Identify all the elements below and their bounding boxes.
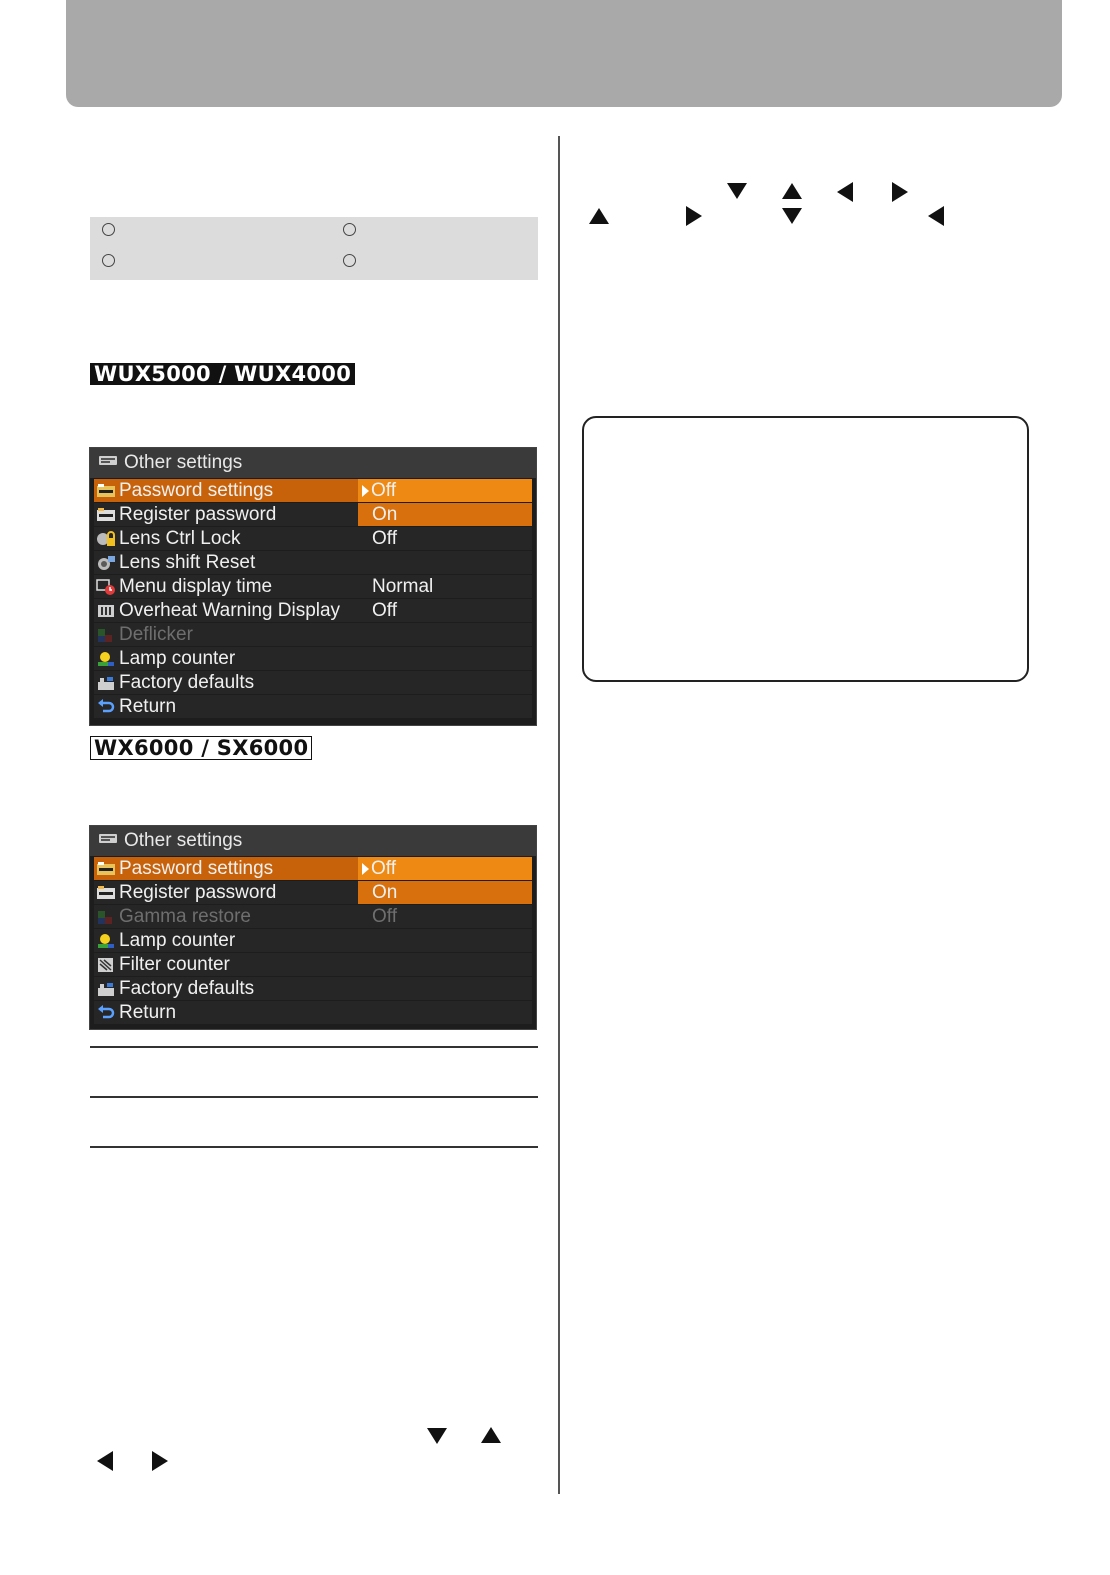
menu-item-value (358, 929, 532, 952)
mode-availability-table (90, 217, 538, 280)
menu-item-value (358, 599, 532, 622)
filter-counter-icon (96, 957, 116, 973)
menu-item-label-group (94, 480, 358, 502)
menu-item-label: Register password (119, 503, 277, 525)
lamp-counter-icon (96, 933, 116, 949)
menu-item-value (358, 857, 532, 880)
menu-item-value (358, 527, 532, 550)
column-divider (558, 136, 560, 1494)
menu-item-label-group (94, 648, 358, 670)
menu-item-filter-counter[interactable] (94, 953, 532, 976)
menu-item-lens-ctrl-lock[interactable] (94, 527, 532, 550)
up-arrow-icon (589, 208, 609, 224)
menu-title: Other settings (90, 826, 536, 856)
menu-item-label: Factory defaults (119, 671, 255, 693)
menu-item-return[interactable] (94, 1001, 532, 1024)
menu-item-value-text: Normal (372, 576, 434, 597)
menu-item-value-text: Off (372, 528, 397, 549)
menu-item-label-group (94, 576, 358, 598)
menu-item-label-group (94, 552, 358, 574)
menu-item-password-settings[interactable] (94, 857, 532, 880)
mode-indicator-icon (102, 223, 115, 236)
menu-item-label: Menu display time (119, 575, 273, 597)
left-arrow-icon (97, 1451, 113, 1471)
menu-item-value-text: Off (372, 906, 397, 927)
menu-item-value (358, 695, 532, 718)
right-arrow-icon (686, 206, 702, 226)
menu-item-label-group (94, 882, 358, 904)
menu-rows (94, 479, 532, 718)
return-icon (96, 699, 116, 715)
menu-item-value-text: Off (371, 858, 396, 879)
left-arrow-icon (837, 182, 853, 202)
menu-item-label: Register password (119, 881, 277, 903)
submenu-arrow-icon (362, 863, 369, 875)
menu-item-label-group (94, 696, 358, 718)
password-settings-icon (96, 861, 116, 877)
menu-item-value (358, 551, 532, 574)
menu-item-menu-display-time[interactable] (94, 575, 532, 598)
menu-item-value (358, 575, 532, 598)
menu-item-value-text: On (372, 504, 398, 525)
menu-item-label: Return (119, 1001, 177, 1023)
menu-item-label: Password settings (119, 857, 274, 879)
menu-item-value (358, 623, 532, 646)
model-badge-wx: WX6000 / SX6000 (90, 736, 312, 760)
menu-item-label: Lens shift Reset (119, 551, 256, 573)
menu-item-value-text: On (372, 882, 398, 903)
mode-indicator-icon (102, 254, 115, 267)
menu-item-value-text: Off (372, 600, 397, 621)
menu-item-label: Filter counter (119, 953, 230, 975)
lens-shift-icon (96, 555, 116, 571)
menu-item-register-password[interactable] (94, 881, 532, 904)
password-settings-icon (96, 483, 116, 499)
factory-defaults-icon (96, 981, 116, 997)
menu-item-value (358, 671, 532, 694)
section-rule (90, 1146, 538, 1148)
menu-item-label: Lamp counter (119, 929, 236, 951)
menu-item-return[interactable] (94, 695, 532, 718)
lamp-counter-icon (96, 651, 116, 667)
down-arrow-icon (782, 208, 802, 224)
timer-icon (96, 579, 116, 595)
menu-item-label-group (94, 672, 358, 694)
menu-item-label: Overheat Warning Display (119, 599, 341, 621)
register-password-icon (96, 885, 116, 901)
menu-item-label-group (94, 624, 358, 646)
lens-lock-icon (96, 531, 116, 547)
menu-item-value (358, 905, 532, 928)
left-arrow-icon (928, 206, 944, 226)
submenu-arrow-icon (362, 485, 369, 497)
menu-item-register-password[interactable] (94, 503, 532, 526)
menu-item-label-group (94, 1002, 358, 1024)
model-badge-wux: WUX5000 / WUX4000 (90, 363, 355, 385)
menu-item-factory-defaults[interactable] (94, 671, 532, 694)
menu-item-value (358, 1001, 532, 1024)
up-arrow-icon (481, 1427, 501, 1443)
menu-item-lamp-counter[interactable] (94, 929, 532, 952)
menu-item-label-group (94, 978, 358, 1000)
menu-item-value (358, 647, 532, 670)
menu-item-password-settings[interactable] (94, 479, 532, 502)
menu-item-overheat-warning-display[interactable] (94, 599, 532, 622)
up-arrow-icon (782, 183, 802, 199)
register-password-icon (96, 507, 116, 523)
menu-item-label-group (94, 504, 358, 526)
chapter-header-bar (66, 0, 1062, 107)
menu-item-gamma-restore (94, 905, 532, 928)
menu-item-label-group (94, 858, 358, 880)
menu-item-value (358, 479, 532, 502)
overheat-icon (96, 603, 116, 619)
gamma-restore-icon (96, 909, 116, 925)
deflicker-icon (96, 627, 116, 643)
menu-item-label: Lens Ctrl Lock (119, 527, 241, 549)
right-arrow-icon (152, 1451, 168, 1471)
menu-item-value-text: Off (371, 480, 396, 501)
menu-item-lens-shift-reset[interactable] (94, 551, 532, 574)
menu-item-factory-defaults[interactable] (94, 977, 532, 1000)
menu-title: Other settings (90, 448, 536, 478)
menu-item-value (358, 953, 532, 976)
other-settings-menu-wx[interactable] (89, 825, 537, 1030)
menu-item-value (358, 503, 532, 526)
menu-item-label-group (94, 954, 358, 976)
menu-item-label-group (94, 930, 358, 952)
menu-item-label: Return (119, 695, 177, 717)
down-arrow-icon (427, 1428, 447, 1444)
mode-indicator-icon (343, 223, 356, 236)
other-settings-icon (98, 448, 118, 478)
other-settings-icon (98, 826, 118, 856)
menu-item-label: Deflicker (119, 623, 193, 645)
note-box (582, 416, 1029, 682)
menu-item-deflicker (94, 623, 532, 646)
down-arrow-icon (727, 183, 747, 199)
menu-rows (94, 857, 532, 1024)
menu-item-value (358, 881, 532, 904)
other-settings-menu-wux[interactable] (89, 447, 537, 726)
menu-item-label: Factory defaults (119, 977, 255, 999)
right-arrow-icon (892, 182, 908, 202)
mode-indicator-icon (343, 254, 356, 267)
section-rule (90, 1096, 538, 1098)
menu-item-label-group (94, 600, 358, 622)
menu-item-label: Password settings (119, 479, 274, 501)
menu-item-label: Lamp counter (119, 647, 236, 669)
menu-item-lamp-counter[interactable] (94, 647, 532, 670)
section-rule (90, 1046, 538, 1048)
menu-item-label-group (94, 906, 358, 928)
menu-item-value (358, 977, 532, 1000)
menu-item-label-group (94, 528, 358, 550)
menu-item-label: Gamma restore (119, 905, 251, 927)
return-icon (96, 1005, 116, 1021)
factory-defaults-icon (96, 675, 116, 691)
